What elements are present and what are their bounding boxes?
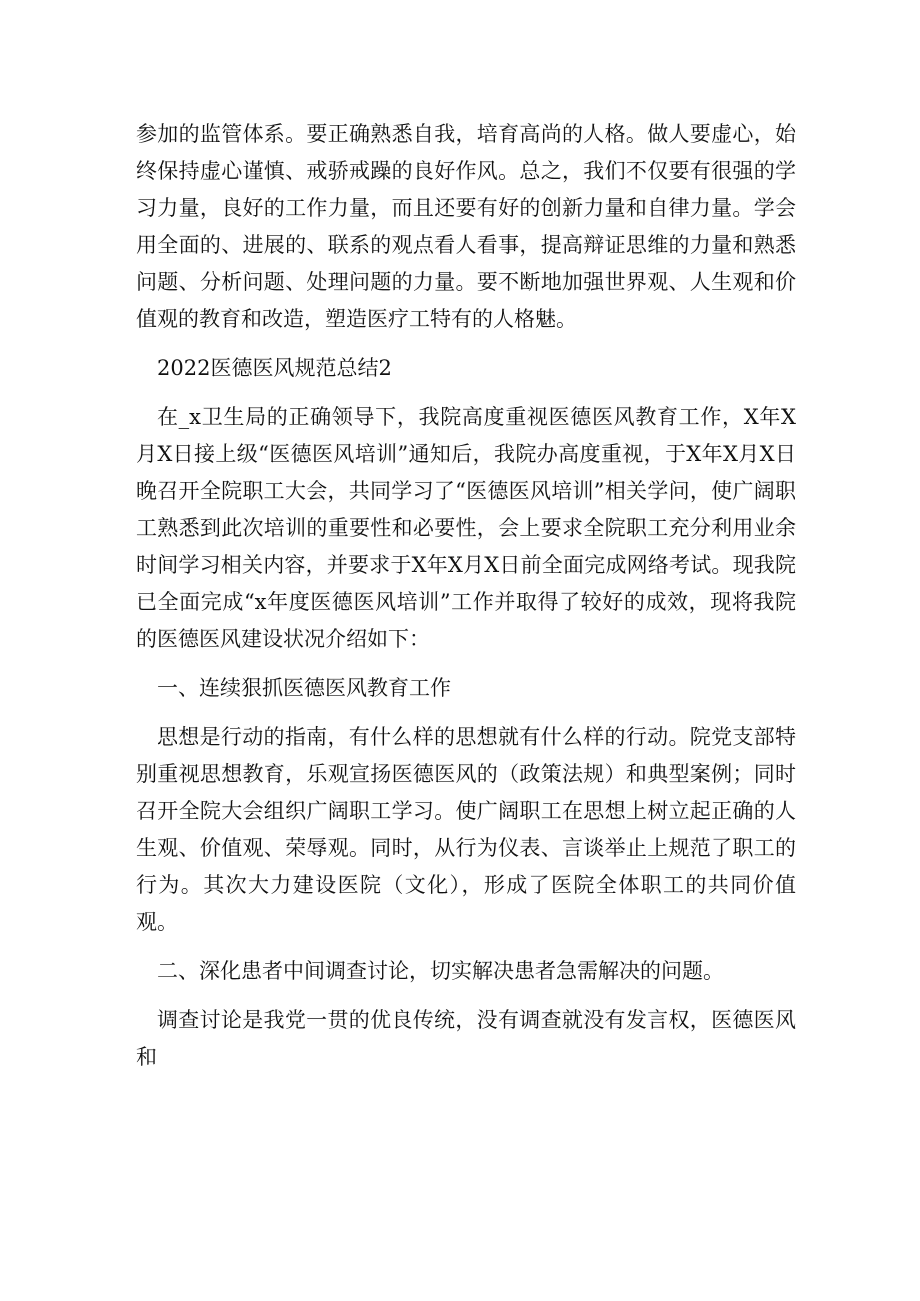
paragraph-investigation: 调查讨论是我党一贯的优良传统，没有调查就没有发言权，医德医风和 [136, 1008, 796, 1069]
paragraph-intro: 在_x卫生局的正确领导下，我院高度重视医德医风教育工作，X年X月X日接上级“医德医风培训”通知后，我院办高度重视，于X年X月X日晚召开全院职工大会，共同学习了“医德医风培训”相关学问，使广阔职工熟悉到此次培训的重要性和必要性，会上要求全院职工充分利用业余时间学习相关内容，并要求于X年X月X日前全面完成网络考试。现我院已全面完成“x年度医德医风培训”工作并取得了较好的成效，现将我院的医德医风建设状况介绍如下： [136, 405, 796, 651]
paragraph-continuation: 参加的监管体系。要正确熟悉自我，培育高尚的人格。做人要虚心，始终保持虚心谨慎、戒骄戒躁的良好作风。总之，我们不仅要有很强的学习力量，良好的工作力量，而且还要有好的创新力量和自律力量。学会用全面的、进展的、联系的观点看人看事，提高辩证思维的力量和熟悉问题、分析问题、处理问题的力量。要不断地加强世界观、人生观和价值观的教育和改造，塑造医疗工特有的人格魅。 [136, 122, 796, 331]
section-heading-two: 二、深化患者中间调查讨论，切实解决患者急需解决的问题。 [157, 959, 724, 983]
paragraph-thought-education: 思想是行动的指南，有什么样的思想就有什么样的行动。院党支部特别重视思想教育，乐观宣扬医德医风的（政策法规）和典型案例；同时召开全院大会组织广阔职工学习。使广阔职工在思想上树立起正确的人生观、价值观、荣辱观。同时，从行为仪表、言谈举止上规范了职工的行为。其次大力建设医院（文化），形成了医院全体职工的共同价值观。 [136, 725, 796, 934]
section-title: 2022医德医风规范总结2 [157, 356, 392, 380]
document-body [136, 116, 796, 1076]
section-heading-one: 一、连续狠抓医德医风教育工作 [157, 676, 451, 700]
